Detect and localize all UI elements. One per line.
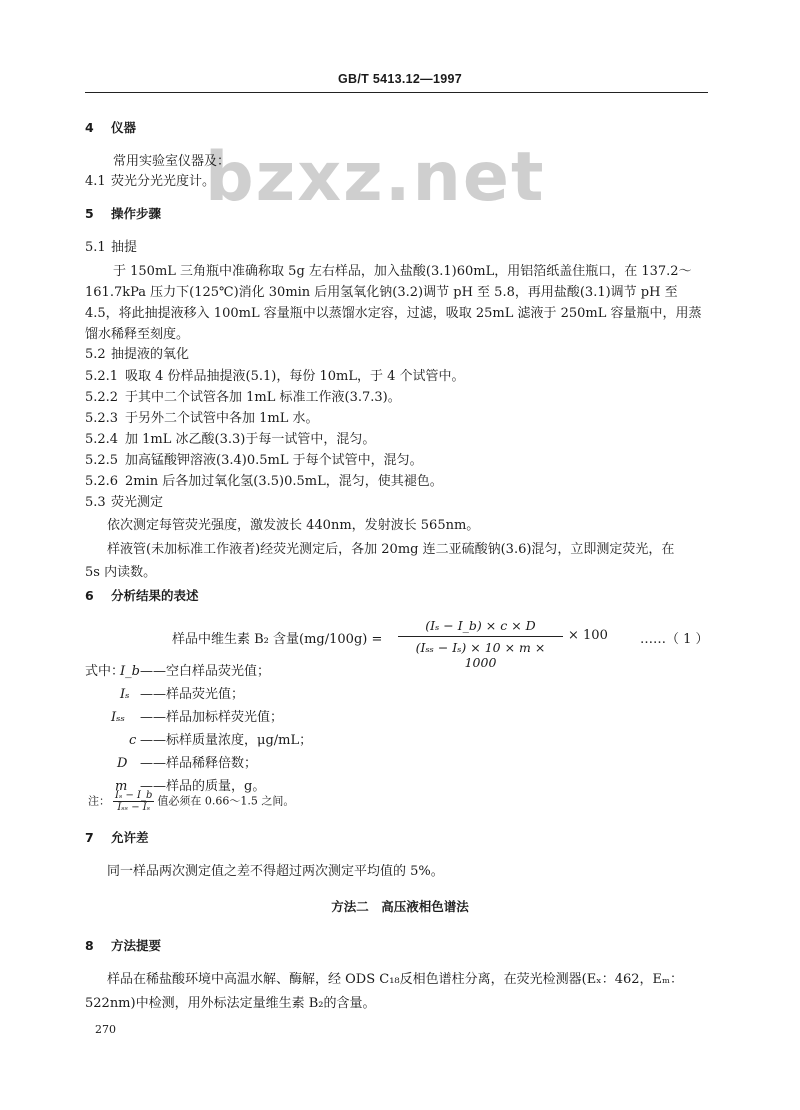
variable-desc: ——标样质量浓度，μg/mL； bbox=[140, 733, 313, 748]
clause-number: 5.2.3 bbox=[85, 411, 119, 426]
clause-5-2-4 bbox=[85, 428, 375, 447]
paragraph-line: 于 150mL 三角瓶中准确称取 5g 左右样品，加入盐酸(3.1)60mL，用铝箔纸盖住瓶口，在 137.2～ bbox=[113, 264, 692, 279]
formula-lhs: 样品中维生素 B₂ 含量(mg/100g) = bbox=[172, 632, 383, 647]
section-6-heading bbox=[85, 586, 199, 604]
section-number: 6 bbox=[85, 588, 94, 603]
formula-multiplier: × 100 bbox=[568, 628, 608, 643]
clause-title: 荧光测定 bbox=[111, 495, 164, 510]
clause-text: 荧光分光光度计。 bbox=[111, 174, 216, 189]
variable-row bbox=[120, 660, 270, 679]
section-title: 允许差 bbox=[111, 830, 149, 845]
method-two-title: 方法二 高压液相色谱法 bbox=[331, 899, 469, 914]
clause-text: 2min 后各加过氧化氢(3.5)0.5mL，混匀，使其褪色。 bbox=[125, 474, 443, 489]
section-number: 7 bbox=[85, 830, 94, 845]
variable-row bbox=[117, 752, 257, 771]
clause-title: 抽提液的氧化 bbox=[111, 347, 190, 362]
note-fraction bbox=[113, 790, 154, 813]
paragraph-line: 161.7kPa 压力下(125℃)消化 30min 后用氢氧化钠(3.2)调节 pH 至 5.8，再用盐酸(3.1)调节 pH 至 bbox=[85, 285, 678, 300]
section-5-heading bbox=[85, 204, 161, 222]
variable-row bbox=[111, 706, 283, 725]
formula-note bbox=[88, 790, 294, 813]
clause-text: 于其中二个试管各加 1mL 标准工作液(3.7.3)。 bbox=[125, 390, 401, 405]
clause-number: 5.2 bbox=[85, 347, 106, 362]
clause-number: 4.1 bbox=[85, 174, 106, 189]
section-title: 仪器 bbox=[111, 120, 137, 135]
variable-row bbox=[129, 729, 312, 748]
formula-number: ……（ 1 ） bbox=[640, 632, 709, 647]
note-text: 值必须在 0.66～1.5 之间。 bbox=[157, 794, 295, 808]
clause-5-2-5 bbox=[85, 449, 423, 468]
section-5-1-heading bbox=[85, 236, 137, 255]
clause-5-2-1 bbox=[85, 365, 465, 384]
clause-text: 加 1mL 冰乙酸(3.3)于每一试管中，混匀。 bbox=[125, 432, 376, 447]
paragraph-line: 522nm)中检测，用外标法定量维生素 B₂的含量。 bbox=[85, 996, 376, 1011]
paragraph-line: 4.5，将此抽提液移入 100mL 容量瓶中以蒸馏水定容，过滤，吸取 25mL 滤液于 250mL 容量瓶中，用蒸 bbox=[85, 306, 702, 321]
watermark: bzxz.net bbox=[205, 138, 546, 217]
variable-desc: ——样品加标样荧光值； bbox=[140, 710, 284, 725]
variable-symbol: c bbox=[129, 733, 137, 748]
paragraph-line: 样液管(未加标准工作液者)经荧光测定后，各加 20mg 连二亚硫酸钠(3.6)混匀，立即测定荧光，在 bbox=[107, 542, 675, 557]
paragraph-line: 样品在稀盐酸环境中高温水解、酶解，经 ODS C₁₈反相色谱柱分离，在荧光检测器(Eₓ：462，Eₘ： bbox=[107, 972, 683, 987]
clause-5-2-2 bbox=[85, 386, 401, 405]
section-7-heading bbox=[85, 828, 149, 846]
clause-5-2-6 bbox=[85, 470, 443, 489]
clause-number: 5.2.5 bbox=[85, 453, 119, 468]
note-prefix: 注： bbox=[88, 794, 110, 808]
clause-number: 5.2.1 bbox=[85, 369, 119, 384]
section-title: 分析结果的表述 bbox=[111, 588, 199, 603]
section-number: 5 bbox=[85, 206, 94, 221]
clause-text: 于另外二个试管中各加 1mL 水。 bbox=[125, 411, 319, 426]
variable-symbol: m bbox=[115, 779, 128, 794]
where-label: 式中： bbox=[85, 664, 125, 679]
section-title: 操作步骤 bbox=[111, 206, 162, 221]
section-5-3-heading bbox=[85, 491, 163, 510]
clause-number: 5.2.4 bbox=[85, 432, 119, 447]
variable-row bbox=[120, 683, 244, 702]
paragraph-line: 馏水稀释至刻度。 bbox=[85, 327, 190, 342]
note-numerator: Iₛ − I_b bbox=[115, 790, 153, 801]
section-5-2-heading bbox=[85, 343, 189, 362]
section-8-heading bbox=[85, 936, 161, 954]
variable-desc: ——样品的质量，g。 bbox=[140, 779, 266, 794]
section-number: 8 bbox=[85, 938, 94, 953]
clause-5-2-3 bbox=[85, 407, 319, 426]
section-4-text: 常用实验室仪器及： bbox=[113, 154, 231, 169]
clause-number: 5.2.2 bbox=[85, 390, 119, 405]
clause-text: 吸取 4 份样品抽提液(5.1)，每份 10mL，于 4 个试管中。 bbox=[125, 369, 465, 384]
clause-number: 5.3 bbox=[85, 495, 106, 510]
section-4-1 bbox=[85, 170, 215, 189]
variable-desc: ——空白样品荧光值； bbox=[140, 664, 271, 679]
standard-header: GB/T 5413.12—1997 bbox=[338, 72, 462, 86]
section-7-text: 同一样品两次测定值之差不得超过两次测定平均值的 5%。 bbox=[107, 864, 444, 879]
clause-number: 5.1 bbox=[85, 240, 106, 255]
header-rule bbox=[85, 92, 708, 93]
formula-fraction bbox=[398, 618, 563, 670]
variable-symbol: I_b bbox=[120, 664, 140, 679]
variable-symbol: Iₛ bbox=[120, 687, 130, 702]
formula-numerator: (Iₛ − I_b) × c × D bbox=[398, 618, 563, 637]
paragraph-line: 5s 内读数。 bbox=[85, 565, 157, 580]
clause-number: 5.2.6 bbox=[85, 474, 119, 489]
variable-desc: ——样品稀释倍数； bbox=[140, 756, 258, 771]
page-number: 270 bbox=[95, 1023, 116, 1036]
variable-desc: ——样品荧光值； bbox=[140, 687, 245, 702]
clause-title: 抽提 bbox=[111, 240, 138, 255]
variable-symbol: D bbox=[117, 756, 128, 771]
section-4-heading bbox=[85, 118, 136, 136]
note-denominator: Iₛₛ − Iₛ bbox=[117, 802, 151, 813]
paragraph-line: 依次测定每管荧光强度，激发波长 440nm，发射波长 565nm。 bbox=[107, 518, 480, 533]
formula-denominator: (Iₛₛ − Iₛ) × 10 × m × 1000 bbox=[415, 640, 546, 670]
section-title: 方法提要 bbox=[111, 938, 162, 953]
variable-symbol: Iₛₛ bbox=[111, 710, 125, 725]
section-number: 4 bbox=[85, 120, 94, 135]
clause-text: 加高锰酸钾溶液(3.4)0.5mL 于每个试管中，混匀。 bbox=[125, 453, 423, 468]
